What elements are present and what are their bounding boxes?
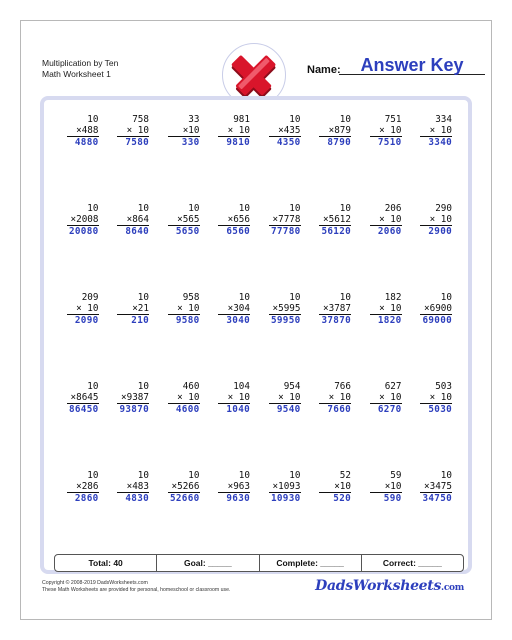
problem-answer: 5030 <box>428 404 452 415</box>
problem-multiplier: ×656 <box>218 214 250 226</box>
problem-multiplicand: 10 <box>87 114 99 125</box>
problem-answer: 2900 <box>428 226 452 237</box>
problem <box>408 203 459 292</box>
answer-key-field: Answer Key <box>339 55 485 75</box>
problem-multiplier: ×10 <box>370 481 402 493</box>
problem-multiplicand: 104 <box>233 381 250 392</box>
problem <box>155 203 206 292</box>
problem-multiplier: × 10 <box>319 392 351 404</box>
problem-multiplier: × 10 <box>420 125 452 137</box>
problem <box>357 381 408 470</box>
problem-multiplier: ×6900 <box>420 303 452 315</box>
problem-multiplier: × 10 <box>269 392 301 404</box>
problem-answer: 1820 <box>377 315 402 326</box>
problem-multiplier: ×5266 <box>168 481 200 493</box>
problem-multiplicand: 10 <box>137 470 149 481</box>
problem-row <box>54 381 458 470</box>
problem-multiplicand: 460 <box>182 381 200 392</box>
problem-answer: 4350 <box>276 137 301 148</box>
problem-multiplicand: 10 <box>289 470 301 481</box>
problem <box>54 292 105 381</box>
problem-multiplicand: 627 <box>384 381 402 392</box>
brand-name: DadsWorksheets <box>315 578 442 594</box>
problem-multiplier: ×435 <box>269 125 301 137</box>
problem-multiplier: ×5612 <box>319 214 351 226</box>
problem-answer: 9580 <box>175 315 200 326</box>
problem-answer: 8640 <box>125 226 149 237</box>
problem-multiplier: ×5995 <box>269 303 301 315</box>
problem <box>54 114 105 203</box>
worksheet-title <box>42 58 118 80</box>
problem <box>155 381 206 470</box>
problem-answer: 590 <box>383 493 402 504</box>
problem <box>256 203 307 292</box>
problem <box>54 203 105 292</box>
problem-multiplier: × 10 <box>370 214 402 226</box>
problem-row <box>54 292 458 381</box>
problem-multiplicand: 182 <box>384 292 402 303</box>
problem-row <box>54 114 458 203</box>
problem-multiplicand: 10 <box>87 381 99 392</box>
problem-multiplier: × 10 <box>218 392 250 404</box>
problem-multiplier: × 10 <box>370 303 402 315</box>
problem-answer: 69000 <box>422 315 452 326</box>
problem <box>54 381 105 470</box>
problem-answer: 8790 <box>327 137 351 148</box>
problem-answer: 7510 <box>377 137 402 148</box>
problem-answer: 59950 <box>271 315 301 326</box>
problem-multiplier: × 10 <box>420 392 452 404</box>
problem-multiplier: ×1093 <box>269 481 301 493</box>
problem <box>357 470 408 559</box>
problem-multiplier: ×3787 <box>319 303 351 315</box>
problem-multiplicand: 10 <box>238 203 250 214</box>
problem <box>307 203 358 292</box>
problem-multiplier: × 10 <box>420 214 452 226</box>
problem-grid <box>54 114 458 559</box>
problem-multiplier: ×21 <box>117 303 149 315</box>
problem <box>408 292 459 381</box>
problem-answer: 9810 <box>226 137 250 148</box>
problem <box>357 292 408 381</box>
problem-answer: 2090 <box>74 315 99 326</box>
problem-multiplicand: 10 <box>137 381 149 392</box>
problem-multiplier: × 10 <box>370 392 402 404</box>
problem-multiplicand: 981 <box>233 114 250 125</box>
problem <box>408 114 459 203</box>
problem-multiplier: ×864 <box>117 214 149 226</box>
problem <box>206 292 257 381</box>
title-line-1: Multiplication by Ten <box>42 58 119 68</box>
problem-multiplicand: 10 <box>339 292 351 303</box>
problem-multiplier: ×879 <box>319 125 351 137</box>
problem <box>155 292 206 381</box>
problem-multiplicand: 10 <box>87 203 99 214</box>
problem-answer: 4830 <box>125 493 149 504</box>
problem-answer: 52660 <box>170 493 200 504</box>
problem <box>206 470 257 559</box>
problem-multiplicand: 10 <box>137 292 149 303</box>
problem-answer: 2060 <box>377 226 402 237</box>
problem <box>357 203 408 292</box>
problem-multiplier: × 10 <box>117 125 149 137</box>
problem-multiplicand: 59 <box>390 470 402 481</box>
problem-answer: 330 <box>181 137 200 148</box>
problem-multiplicand: 290 <box>435 203 452 214</box>
problem <box>307 114 358 203</box>
problem <box>105 114 156 203</box>
problem-multiplier: × 10 <box>168 392 200 404</box>
problem-row <box>54 203 458 292</box>
problem-multiplicand: 10 <box>137 203 149 214</box>
problem-multiplier: ×9387 <box>117 392 149 404</box>
problem-multiplier: ×7778 <box>269 214 301 226</box>
total-cell: Total: 40 <box>88 558 123 568</box>
problem-multiplicand: 209 <box>81 292 99 303</box>
problem-answer: 3040 <box>226 315 250 326</box>
problem-multiplicand: 10 <box>289 114 301 125</box>
problem-multiplier: ×10 <box>168 125 200 137</box>
problem-row <box>54 470 458 559</box>
problem <box>256 470 307 559</box>
problem-answer: 1040 <box>226 404 250 415</box>
problem-multiplicand: 10 <box>289 203 301 214</box>
problem-multiplier: ×488 <box>67 125 99 137</box>
problem-answer: 4880 <box>74 137 99 148</box>
problem <box>206 381 257 470</box>
brand-suffix: .com <box>441 583 464 593</box>
problem-multiplicand: 10 <box>339 114 351 125</box>
problem-answer: 86450 <box>69 404 99 415</box>
title-line-2: Math Worksheet 1 <box>42 69 111 79</box>
problem-answer: 10930 <box>271 493 301 504</box>
problem-multiplicand: 10 <box>289 292 301 303</box>
problem-answer: 37870 <box>321 315 351 326</box>
problem-multiplier: × 10 <box>168 303 200 315</box>
problem-multiplier: ×483 <box>117 481 149 493</box>
problem-multiplier: ×304 <box>218 303 250 315</box>
problem-multiplier: × 10 <box>218 125 250 137</box>
problem-multiplicand: 334 <box>435 114 452 125</box>
problem-multiplicand: 206 <box>384 203 402 214</box>
problem-multiplicand: 503 <box>435 381 452 392</box>
problem-multiplicand: 10 <box>440 292 452 303</box>
problem-answer: 34750 <box>422 493 452 504</box>
problem <box>307 470 358 559</box>
problem <box>206 203 257 292</box>
problem-multiplicand: 10 <box>238 292 250 303</box>
problem-multiplicand: 33 <box>188 114 200 125</box>
problem-answer: 6270 <box>377 404 402 415</box>
page-footer <box>40 580 472 610</box>
problem-area <box>40 96 472 574</box>
problem-answer: 4600 <box>175 404 200 415</box>
problem-answer: 9540 <box>276 404 301 415</box>
problem-answer: 520 <box>333 493 351 504</box>
problem-multiplier: ×10 <box>319 481 351 493</box>
score-bar <box>54 554 464 572</box>
problem <box>105 292 156 381</box>
problem-multiplier: ×3475 <box>420 481 452 493</box>
problem-multiplicand: 10 <box>188 470 200 481</box>
problem-answer: 77780 <box>271 226 301 237</box>
problem <box>408 470 459 559</box>
problem-multiplicand: 52 <box>339 470 351 481</box>
problem-multiplicand: 958 <box>182 292 200 303</box>
problem-multiplicand: 766 <box>334 381 351 392</box>
problem-multiplicand: 751 <box>384 114 402 125</box>
problem-answer: 9630 <box>226 493 250 504</box>
problem <box>105 381 156 470</box>
problem-multiplier: × 10 <box>67 303 99 315</box>
problem-multiplicand: 10 <box>188 203 200 214</box>
problem <box>307 381 358 470</box>
problem-multiplier: × 10 <box>370 125 402 137</box>
problem-answer: 210 <box>131 315 149 326</box>
problem-answer: 2860 <box>74 493 99 504</box>
problem-multiplier: ×286 <box>67 481 99 493</box>
goal-cell: Goal: _____ <box>156 555 258 571</box>
complete-cell: Complete: _____ <box>259 555 361 571</box>
brand-logo[interactable] <box>315 578 464 594</box>
problem-answer: 7660 <box>327 404 351 415</box>
problem <box>155 470 206 559</box>
problem-answer: 93870 <box>119 404 149 415</box>
problem-multiplicand: 954 <box>283 381 301 392</box>
problem <box>256 381 307 470</box>
problem-answer: 3340 <box>428 137 452 148</box>
problem-multiplicand: 758 <box>132 114 149 125</box>
problem <box>307 292 358 381</box>
problem-answer: 5650 <box>175 226 200 237</box>
problem-answer: 20080 <box>69 226 99 237</box>
correct-cell: Correct: _____ <box>361 555 463 571</box>
problem <box>256 292 307 381</box>
problem <box>105 203 156 292</box>
problem-multiplicand: 10 <box>339 203 351 214</box>
problem <box>357 114 408 203</box>
problem-multiplicand: 10 <box>440 470 452 481</box>
problem <box>105 470 156 559</box>
problem <box>54 470 105 559</box>
copyright-line-2: These Math Worksheets are provided for personal, homeschool or classroom use. <box>42 587 231 593</box>
name-label: Name: <box>307 64 341 76</box>
problem <box>155 114 206 203</box>
problem-answer: 56120 <box>321 226 351 237</box>
problem-multiplicand: 10 <box>238 470 250 481</box>
problem-answer: 7580 <box>125 137 149 148</box>
problem-multiplier: ×963 <box>218 481 250 493</box>
problem <box>256 114 307 203</box>
problem <box>206 114 257 203</box>
problem-multiplier: ×2008 <box>67 214 99 226</box>
problem-answer: 6560 <box>226 226 250 237</box>
problem-multiplier: ×565 <box>168 214 200 226</box>
problem <box>408 381 459 470</box>
copyright-line-1: Copyright © 2008-2019 DadsWorksheets.com <box>42 580 148 586</box>
copyright-notice <box>42 580 230 594</box>
name-row <box>307 55 487 77</box>
problem-multiplier: ×8645 <box>67 392 99 404</box>
problem-multiplicand: 10 <box>87 470 99 481</box>
